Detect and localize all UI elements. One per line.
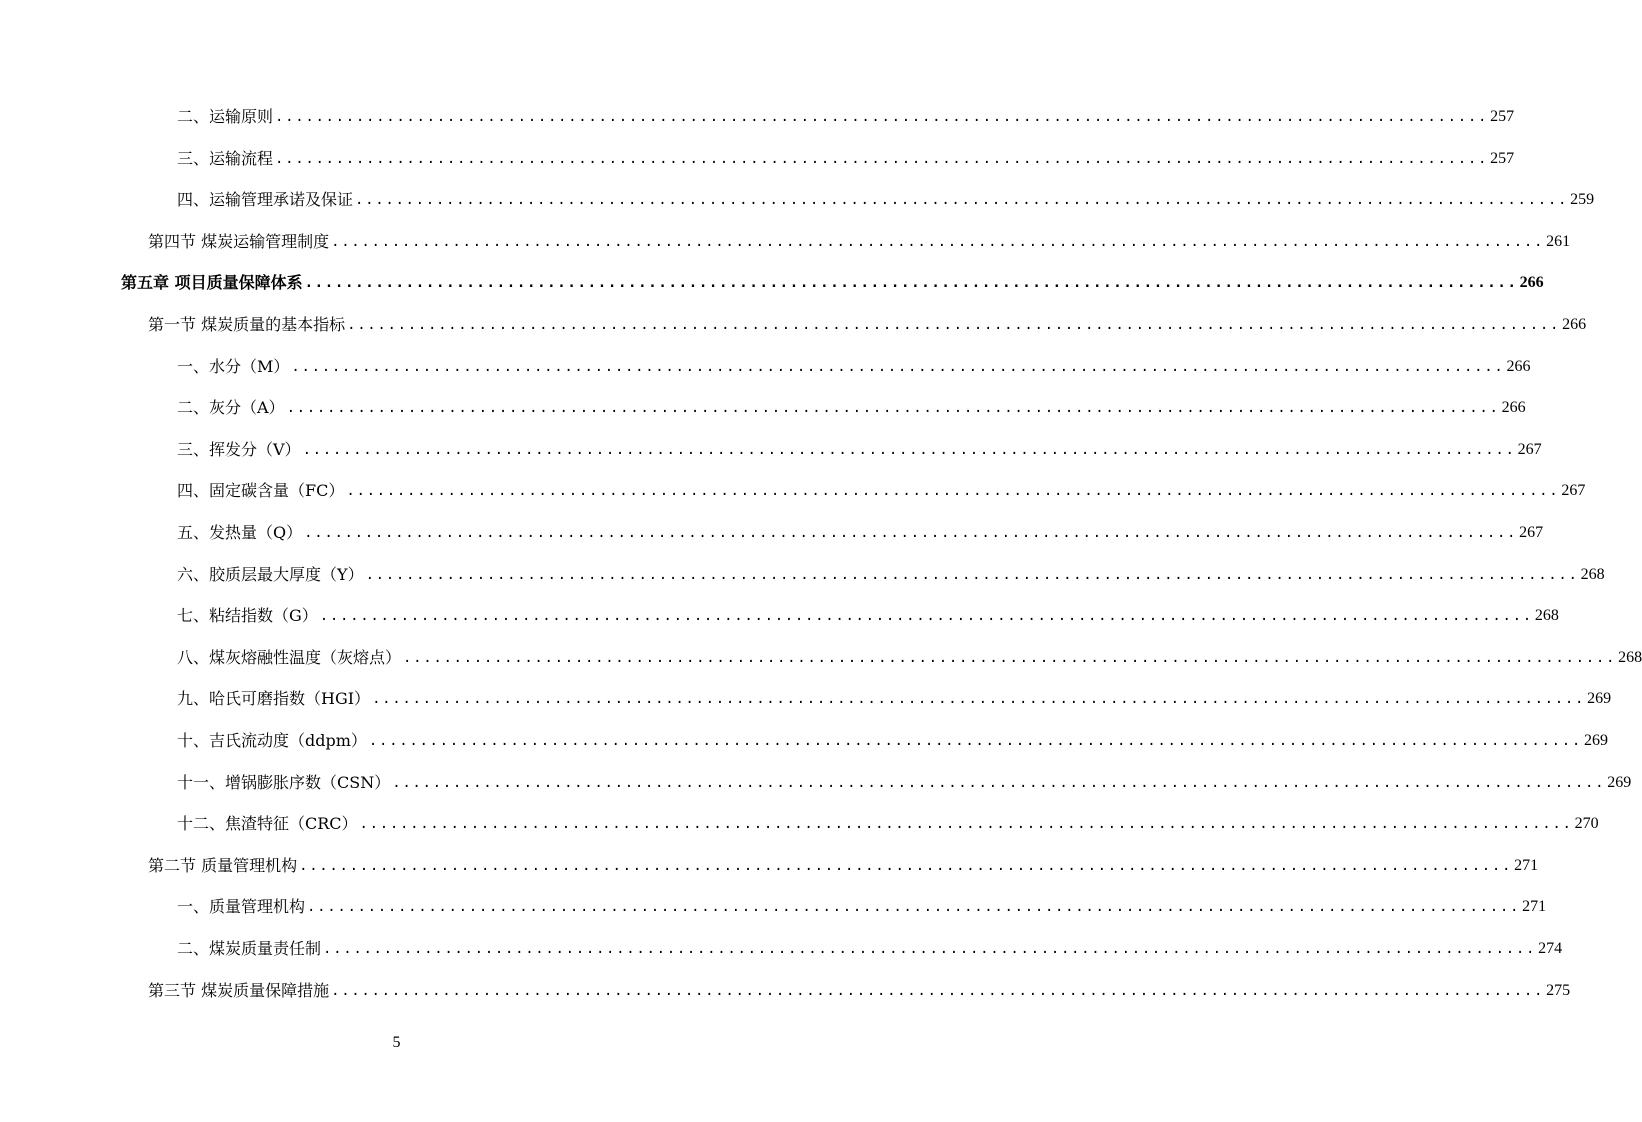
toc-entry[interactable] — [177, 352, 1531, 382]
toc-dot-leader: ........................................................................................................................ — [307, 899, 1521, 916]
toc-dot-leader: ........................................................................................................................ — [355, 192, 1569, 209]
toc-entry[interactable] — [177, 518, 1544, 548]
toc-entry[interactable] — [177, 393, 1526, 423]
toc-entry-title: 第三节 煤炭质量保障措施 — [148, 980, 330, 1000]
toc-entry-title: 二、灰分（A） — [177, 398, 285, 418]
toc-entry-page: 270 — [1574, 815, 1599, 833]
toc-entry[interactable] — [177, 560, 1605, 590]
toc-entry-title: 第一节 煤炭质量的基本指标 — [148, 315, 346, 334]
toc-entry-title: 九、哈氏可磨指数（HGI） — [177, 689, 371, 709]
toc-entry-title: 第五章 项目质量保障体系 — [121, 273, 303, 293]
toc-entry[interactable] — [177, 726, 1608, 756]
toc-entry-title: 一、质量管理机构 — [177, 897, 306, 917]
toc-dot-leader: ........................................................................................................................ — [403, 649, 1617, 666]
toc-entry-title: 四、运输管理承诺及保证 — [177, 190, 354, 210]
toc-dot-leader: ........................................................................................................................ — [323, 941, 1537, 957]
toc-entry-title: 八、煤灰熔融性温度（灰熔点） — [177, 647, 402, 667]
toc-entry[interactable] — [177, 768, 1632, 798]
toc-entry-title: 二、煤炭质量责任制 — [177, 939, 322, 958]
toc-entry[interactable] — [177, 144, 1515, 174]
toc-entry-page: 257 — [1490, 149, 1515, 167]
toc-entry-title: 三、运输流程 — [177, 148, 274, 168]
toc-entry-page: 269 — [1583, 732, 1608, 749]
toc-entry-title: 十一、增锅膨胀序数（CSN） — [177, 772, 391, 792]
toc-dot-leader: ........................................................................................................................ — [368, 733, 1582, 749]
toc-entry[interactable] — [148, 851, 1539, 881]
toc-entry[interactable] — [177, 684, 1612, 714]
toc-dot-leader: ........................................................................................................................ — [304, 275, 1518, 292]
toc-entry-title: 一、水分（M） — [177, 356, 290, 376]
toc-dot-leader: ........................................................................................................................ — [331, 233, 1545, 250]
toc-dot-leader: ........................................................................................................................ — [392, 774, 1606, 791]
toc-entry[interactable] — [148, 976, 1571, 1006]
toc-dot-leader: ........................................................................................................................ — [331, 982, 1545, 999]
toc-entry-page: 267 — [1519, 524, 1544, 541]
toc-entry-title: 第四节 煤炭运输管理制度 — [148, 231, 330, 251]
toc-entry-page: 274 — [1538, 940, 1563, 957]
toc-dot-leader: ........................................................................................................................ — [372, 691, 1586, 708]
toc-entry-page: 266 — [1519, 274, 1544, 292]
toc-entry-page: 271 — [1522, 898, 1547, 916]
toc-entry[interactable] — [177, 435, 1542, 465]
toc-dot-leader: ........................................................................................................................ — [319, 608, 1533, 625]
toc-entry[interactable] — [148, 310, 1587, 340]
toc-entry-page: 268 — [1580, 565, 1605, 583]
toc-dot-leader: ........................................................................................................................ — [304, 525, 1518, 541]
toc-dot-leader: ........................................................................................................................ — [359, 816, 1573, 833]
toc-entry-page: 257 — [1490, 108, 1515, 125]
toc-entry-page: 259 — [1570, 191, 1595, 209]
toc-entry-title: 三、挥发分（V） — [177, 439, 301, 459]
toc-entry-title: 第二节 质量管理机构 — [148, 855, 298, 875]
toc-dot-leader: ........................................................................................................................ — [365, 566, 1579, 583]
toc-entry-title: 二、运输原则 — [177, 107, 274, 126]
toc-entry[interactable] — [177, 892, 1547, 922]
toc-entry[interactable] — [177, 809, 1599, 839]
page-number: 5 — [392, 1034, 401, 1051]
toc-entry-page: 266 — [1501, 399, 1526, 417]
toc-entry[interactable] — [177, 934, 1563, 964]
toc-entry-title: 六、胶质层最大厚度（Y） — [177, 564, 364, 584]
toc-dot-leader: ........................................................................................................................ — [275, 109, 1489, 125]
toc-entry-page: 269 — [1607, 773, 1632, 791]
toc-entry-page: 269 — [1587, 690, 1612, 708]
toc-entry-title: 十二、焦渣特征（CRC） — [177, 814, 358, 834]
toc-entry[interactable] — [177, 102, 1515, 132]
toc-entry-page: 266 — [1506, 357, 1531, 375]
toc-dot-leader: ........................................................................................................................ — [286, 400, 1500, 417]
toc-entry-title: 五、发热量（Q） — [177, 523, 303, 542]
toc-entry-title: 四、固定碳含量（FC） — [177, 481, 345, 501]
toc-entry[interactable] — [177, 476, 1586, 506]
toc-entry-page: 266 — [1562, 316, 1587, 333]
toc-entry-page: 267 — [1517, 440, 1542, 458]
toc-dot-leader: ........................................................................................................................ — [346, 483, 1560, 500]
toc-entry-page: 275 — [1546, 981, 1571, 999]
toc-entry-title: 十、吉氏流动度（ddpm） — [177, 731, 367, 750]
toc-entry-page: 261 — [1546, 232, 1571, 250]
toc-entry[interactable] — [148, 227, 1571, 257]
toc-dot-leader: ........................................................................................................................ — [299, 857, 1513, 874]
toc-entry[interactable] — [121, 268, 1544, 298]
toc-entry-page: 271 — [1514, 856, 1539, 874]
toc-dot-leader: ........................................................................................................................ — [302, 441, 1516, 458]
toc-entry[interactable] — [177, 643, 1642, 673]
toc-entry[interactable] — [177, 185, 1595, 215]
toc-dot-leader: ........................................................................................................................ — [291, 358, 1505, 375]
toc-entry-page: 268 — [1534, 607, 1559, 625]
toc-dot-leader: ........................................................................................................................ — [275, 150, 1489, 167]
toc-entry-title: 七、粘结指数（G） — [177, 606, 318, 626]
toc-entry-page: 268 — [1618, 648, 1642, 666]
toc-dot-leader: ........................................................................................................................ — [347, 317, 1561, 333]
toc-entry-page: 267 — [1561, 482, 1586, 500]
toc-entry[interactable] — [177, 601, 1559, 631]
